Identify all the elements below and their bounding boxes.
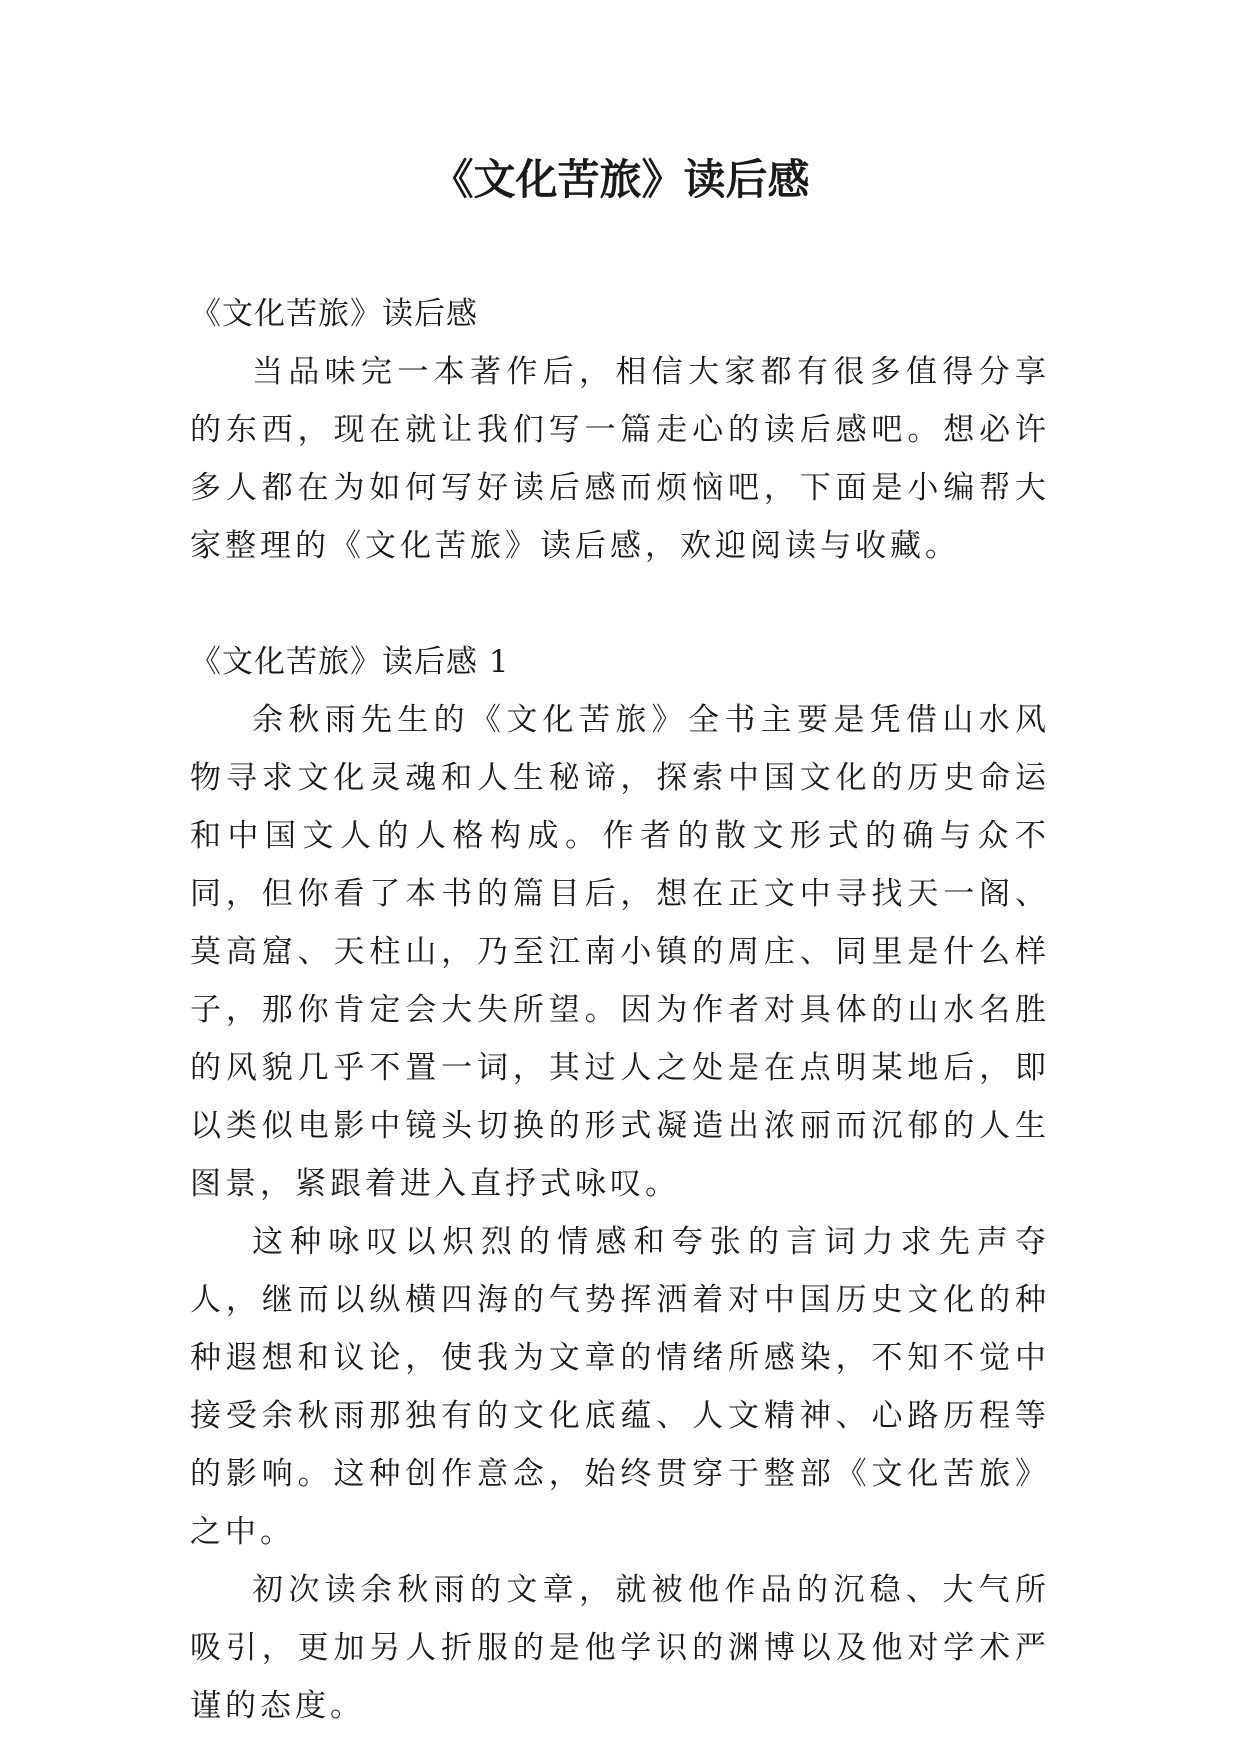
section-1-paragraph-3: 初次读余秋雨的文章，就被他作品的沉稳、大气所吸引，更加另人折服的是他学识的渊博以及他对学术严谨的态度。: [190, 1572, 1050, 1724]
paragraph-spacer: [190, 575, 1050, 633]
intro-heading: 《文化苦旅》读后感: [190, 296, 478, 332]
section-1-paragraph-2: 这种咏叹以炽烈的情感和夸张的言词力求先声夺人，继而以纵横四海的气势挥洒着对中国历史文化的种种遐想和议论，使我为文章的情绪所感染，不知不觉中接受余秋雨那独有的文化底蕴、人文精神、心路历程等的影响。这种创作意念，始终贯穿于整部《文化苦旅》之中。: [190, 1224, 1050, 1550]
document-body: [190, 285, 1050, 1735]
section-1-heading: 《文化苦旅》读后感 1: [190, 644, 510, 680]
section-1-paragraph-1: 余秋雨先生的《文化苦旅》全书主要是凭借山水风物寻求文化灵魂和人生秘谛，探索中国文化的历史命运和中国文人的人格构成。作者的散文形式的确与众不同，但你看了本书的篇目后，想在正文中寻找天一阁、莫高窟、天柱山，乃至江南小镇的周庄、同里是什么样子，那你肯定会大失所望。因为作者对具体的山水名胜的风貌几乎不置一词，其过人之处是在点明某地后，即以类似电影中镜头切换的形式凝造出浓丽而沉郁的人生图景，紧跟着进入直抒式咏叹。: [190, 702, 1050, 1202]
document-title: 《文化苦旅》读后感: [431, 155, 810, 204]
intro-paragraph: 当品味完一本著作后，相信大家都有很多值得分享的东西，现在就让我们写一篇走心的读后感吧。想必许多人都在为如何写好读后感而烦恼吧，下面是小编帮大家整理的《文化苦旅》读后感，欢迎阅读与收藏。: [190, 354, 1050, 564]
